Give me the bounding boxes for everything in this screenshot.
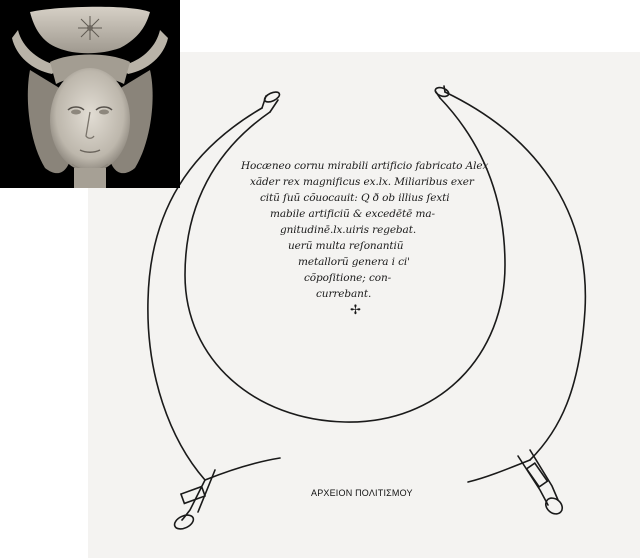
- incipit-line: Hocæneo cornu mirabili artificio fabricato Alex: [241, 160, 489, 172]
- sculpted-head-icon: [0, 0, 180, 188]
- incipit-line: currebant.: [316, 288, 372, 300]
- relief-photo: [0, 0, 180, 188]
- archive-watermark: ΑΡΧΕΙΟΝ ΠΟΛΙΤΙΣΜΟΥ: [311, 488, 413, 498]
- incipit-line: uerũ multa reſonantiũ: [288, 240, 404, 252]
- incipit-line: metallorũ genera i ci': [298, 256, 410, 268]
- incipit-line: mabile artificiũ & excedētē ma-: [270, 208, 435, 220]
- incipit-line: cõpoſitione; con-: [304, 272, 392, 284]
- fleuron-icon: ✢: [350, 303, 361, 318]
- incipit-line: xãder rex magnificus ex.lx. Miliaribus exer: [250, 176, 474, 188]
- incipit-line: citũ ſuũ cõuocauit: Q ð ob illius ſexti: [260, 192, 450, 204]
- incipit-line: gnitudinē.lx.uiris regebat.: [280, 224, 417, 236]
